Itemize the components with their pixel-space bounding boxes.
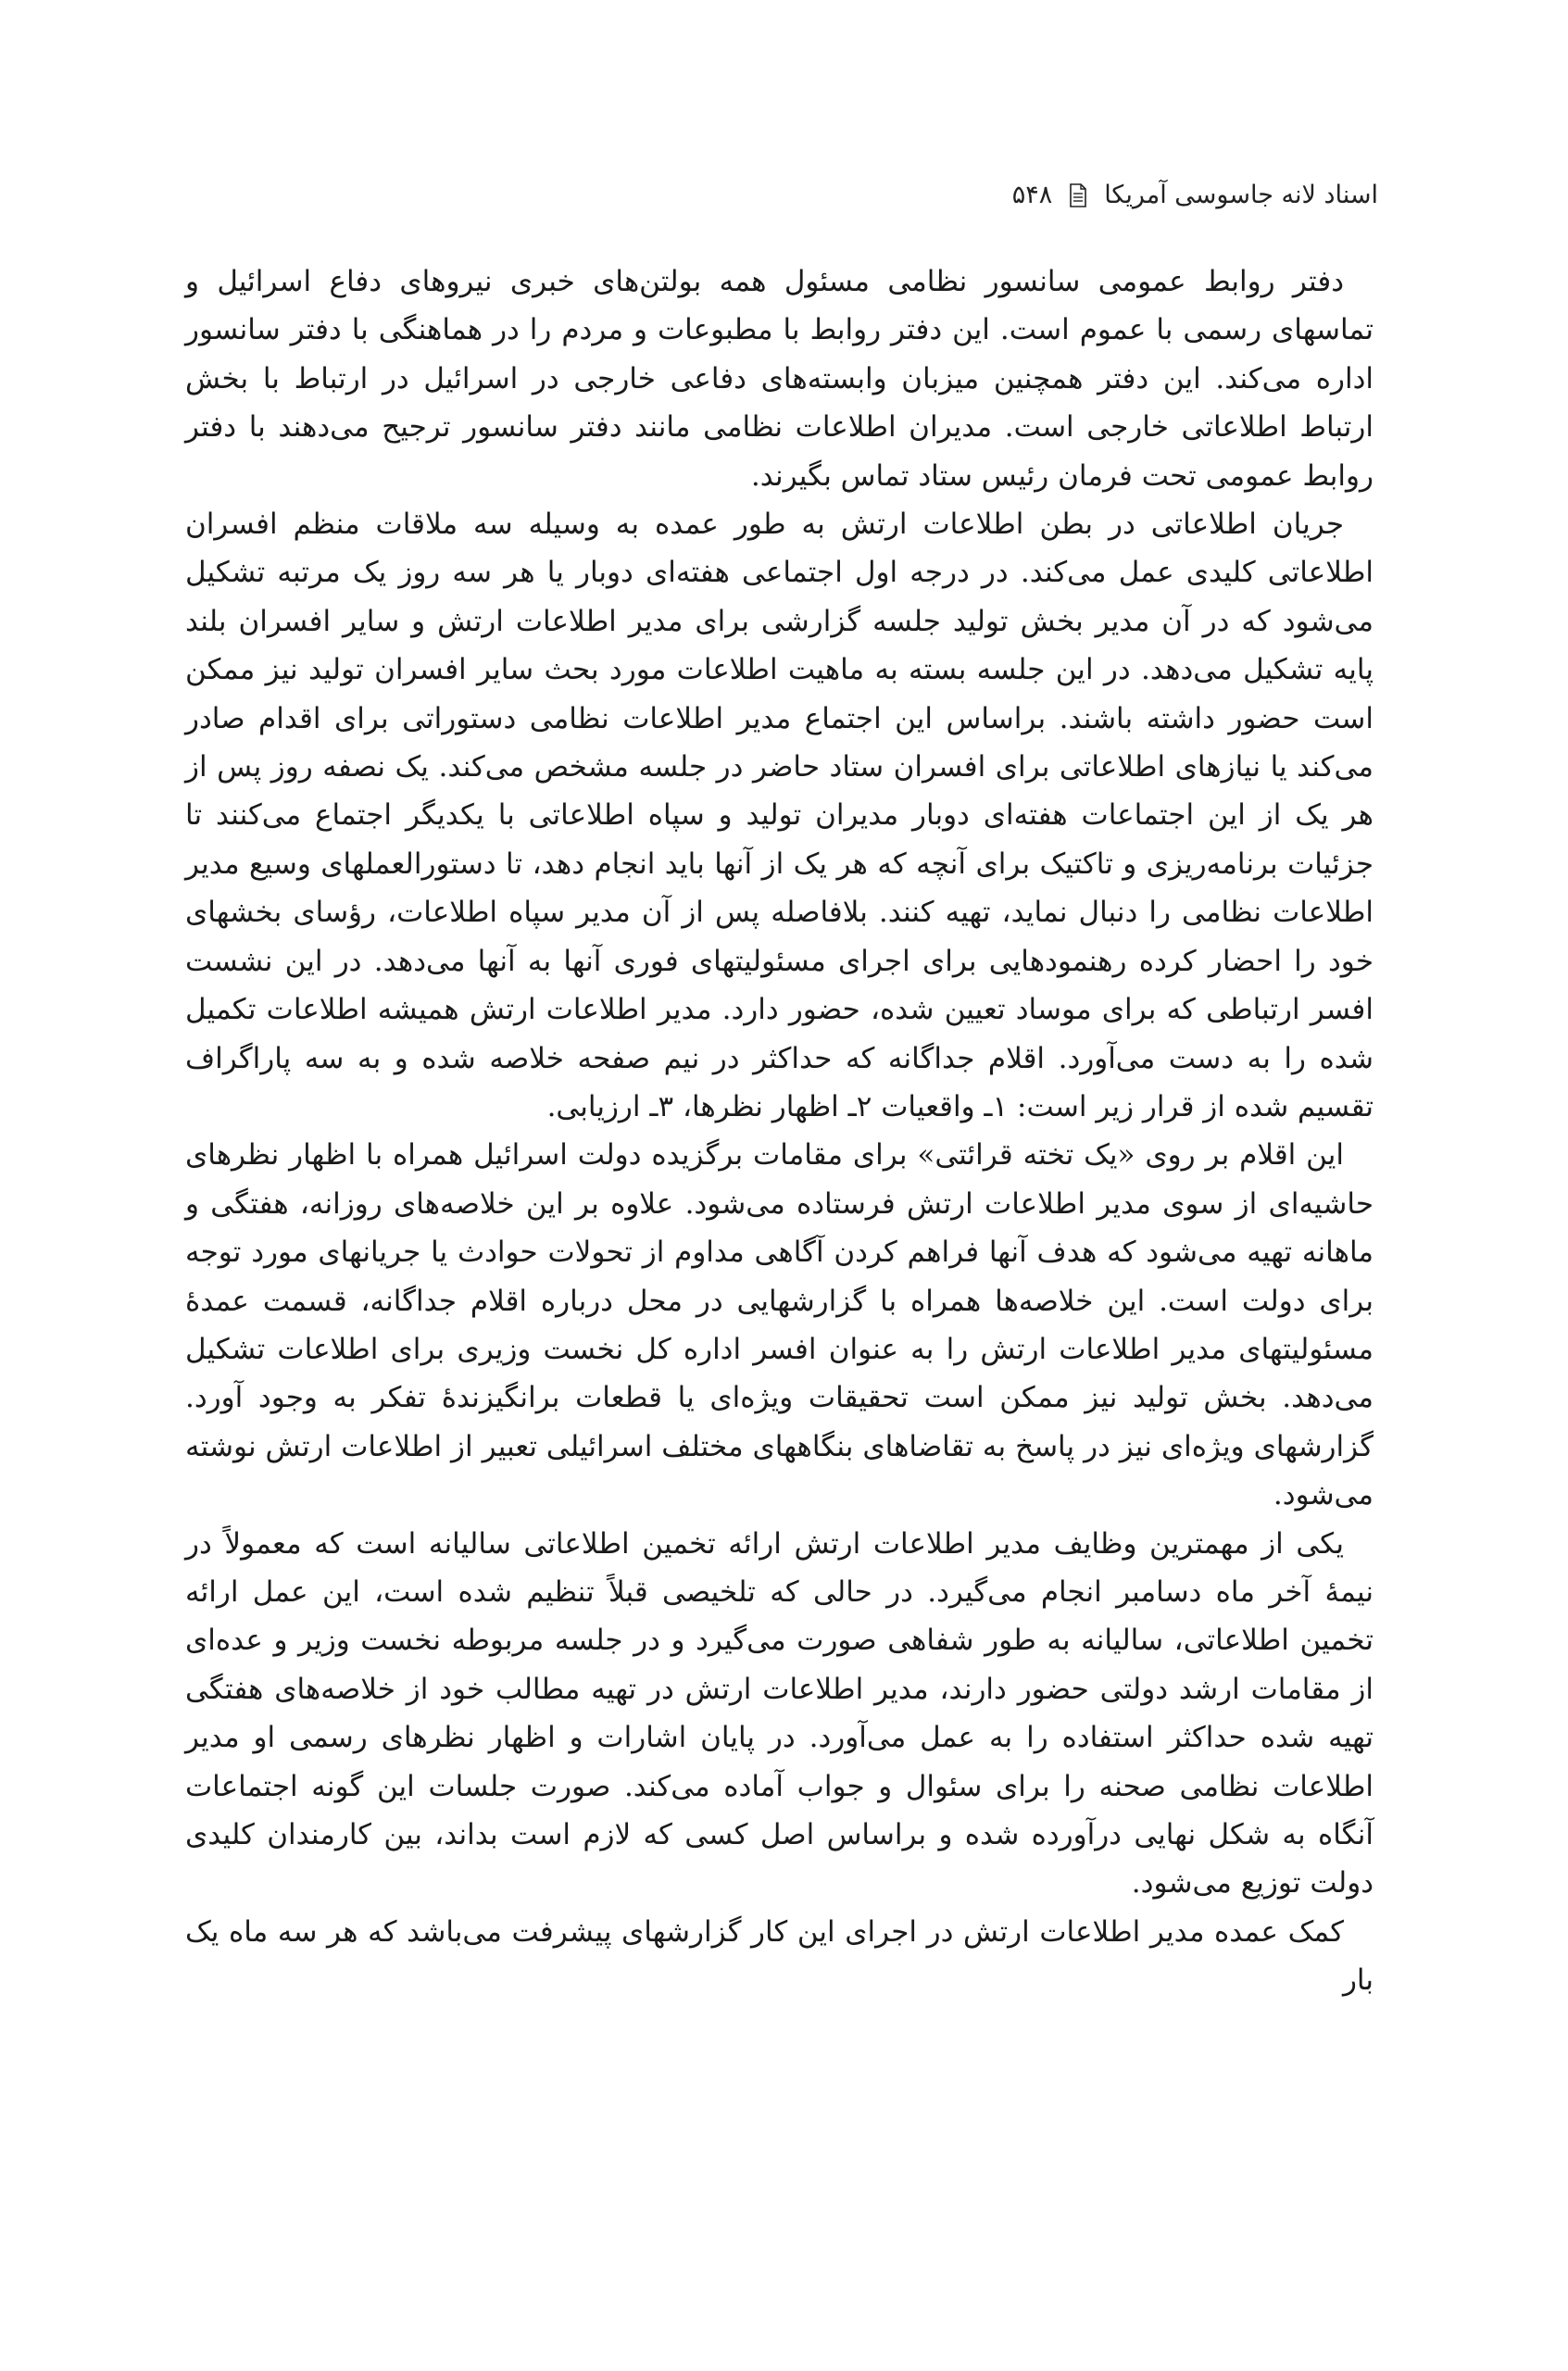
paragraph-1: دفتر روابط عمومی سانسور نظامی مسئول همه بولتن‌های خبری نیروهای دفاع اسرائیل و تماسهای رسمی با عموم است. این دفتر روابط با مطبوعات و مردم را در هماهنگی با دفتر سانسور اداره می‌کند. این دفتر همچنین میزبان وابسته‌های دفاعی خارجی در اسرائیل در ارتباط با بخش ارتباط اطلاعاتی خارجی است. مدیران اطلاعات نظامی مانند دفتر سانسور ترجیح می‌دهند با دفتر روابط عمومی تحت فرمان رئیس ستاد تماس بگیرند. [185, 265, 1374, 493]
page-number: ۵۴۸ [1011, 181, 1053, 209]
paragraph-4: یکی از مهمترین وظایف مدیر اطلاعات ارتش ارائه تخمین اطلاعاتی سالیانه است که معمولاً در نیمهٔ آخر ماه دسامبر انجام می‌گیرد. در حالی که تلخیصی قبلاً تنظیم شده است، این عمل ارائه تخمین اطلاعاتی، سالیانه به طور شفاهی صورت می‌گیرد و در جلسه مربوطه نخست وزیر و عده‌ای از مقامات ارشد دولتی حضور دارند، مدیر اطلاعات ارتش در تهیه مطالب خود از خلاصه‌های هفتگی تهیه شده حداکثر استفاده را به عمل می‌آورد. در پایان اشارات و اظهار نظرهای رسمی او مدیر اطلاعات نظامی صحنه را برای سئوال و جواب آماده می‌کند. صورت جلسات این گونه اجتماعات آنگاه به شکل نهایی درآورده شده و براساس اصل کسی که لازم است بداند، بین کارمندان کلیدی دولت توزیع می‌شود. [185, 1526, 1374, 1901]
document-icon [1069, 183, 1087, 207]
running-title: اسناد لانه جاسوسی آمریکا [1104, 181, 1378, 209]
paragraph-5: کمک عمده مدیر اطلاعات ارتش در اجرای این کار گزارشهای پیشرفت می‌باشد که هر سه ماه یک بار [185, 1914, 1374, 1998]
paragraph-2: جریان اطلاعاتی در بطن اطلاعات ارتش به طور عمده به وسیله سه ملاقات منظم افسران اطلاعاتی کلیدی عمل می‌کند. در درجه اول اجتماعی هفته‌ای دوبار یا هر سه روز یک مرتبه تشکیل می‌شود که در آن مدیر بخش تولید جلسه گزارشی برای مدیر اطلاعات ارتش و سایر افسران بلند پایه تشکیل می‌دهد. در این جلسه بسته به ماهیت اطلاعات مورد بحث سایر افسران تولید نیز ممکن است حضور داشته باشند. براساس این اجتماع مدیر اطلاعات نظامی دستوراتی برای اقدام صادر می‌کند یا نیازهای اطلاعاتی برای افسران ستاد حاضر در جلسه مشخص می‌کند. یک نصفه روز پس از هر یک از این اجتماعات هفته‌ای دوبار مدیران تولید و سپاه اطلاعاتی با یکدیگر اجتماع می‌کنند تا جزئیات برنامه‌ریزی و تاکتیک برای آنچه که هر یک از آنها باید انجام دهد، تا دستورالعملهای وسیع مدیر اطلاعات نظامی را دنبال نماید، تهیه کنند. بلافاصله پس از آن مدیر سپاه اطلاعات، رؤسای بخشهای خود را احضار کرده رهنمودهایی برای اجرای مسئولیتهای فوری آنها به آنها می‌دهد. در این نشست افسر ارتباطی که برای موساد تعیین شده، حضور دارد. مدیر اطلاعات ارتش همیشه اطلاعات تکمیل شده را به دست می‌آورد. اقلام جداگانه که حداکثر در نیم صفحه خلاصه شده و به سه پاراگراف تقسیم شده از قرار زیر است: ۱ـ واقعیات ۲ـ اظهار نظرها، ۳ـ ارزیابی. [185, 508, 1374, 1123]
body-text [185, 257, 1374, 2005]
running-header [1012, 181, 1378, 209]
paragraph-3: این اقلام بر روی «یک تخته قرائتی» برای مقامات برگزیده دولت اسرائیل همراه با اظهار نظرهای حاشیه‌ای از سوی مدیر اطلاعات ارتش فرستاده می‌شود. علاوه بر این خلاصه‌های روزانه، هفتگی و ماهانه تهیه می‌شود که هدف آنها فراهم کردن آگاهی مداوم از تحولات حوادث یا جریانهای مورد توجه برای دولت است. این خلاصه‌ها همراه با گزارشهایی در محل درباره اقلام جداگانه، قسمت عمدهٔ مسئولیتهای مدیر اطلاعات ارتش را به عنوان افسر اداره کل نخست وزیری برای اطلاعات تشکیل می‌دهد. بخش تولید نیز ممکن است تحقیقات ویژه‌ای یا قطعات برانگیزندهٔ تفکر به وجود آورد. گزارشهای ویژه‌ای نیز در پاسخ به تقاضاهای بنگاههای مختلف اسرائیلی تعبیر از اطلاعات ارتش نوشته می‌شود. [185, 1138, 1374, 1512]
